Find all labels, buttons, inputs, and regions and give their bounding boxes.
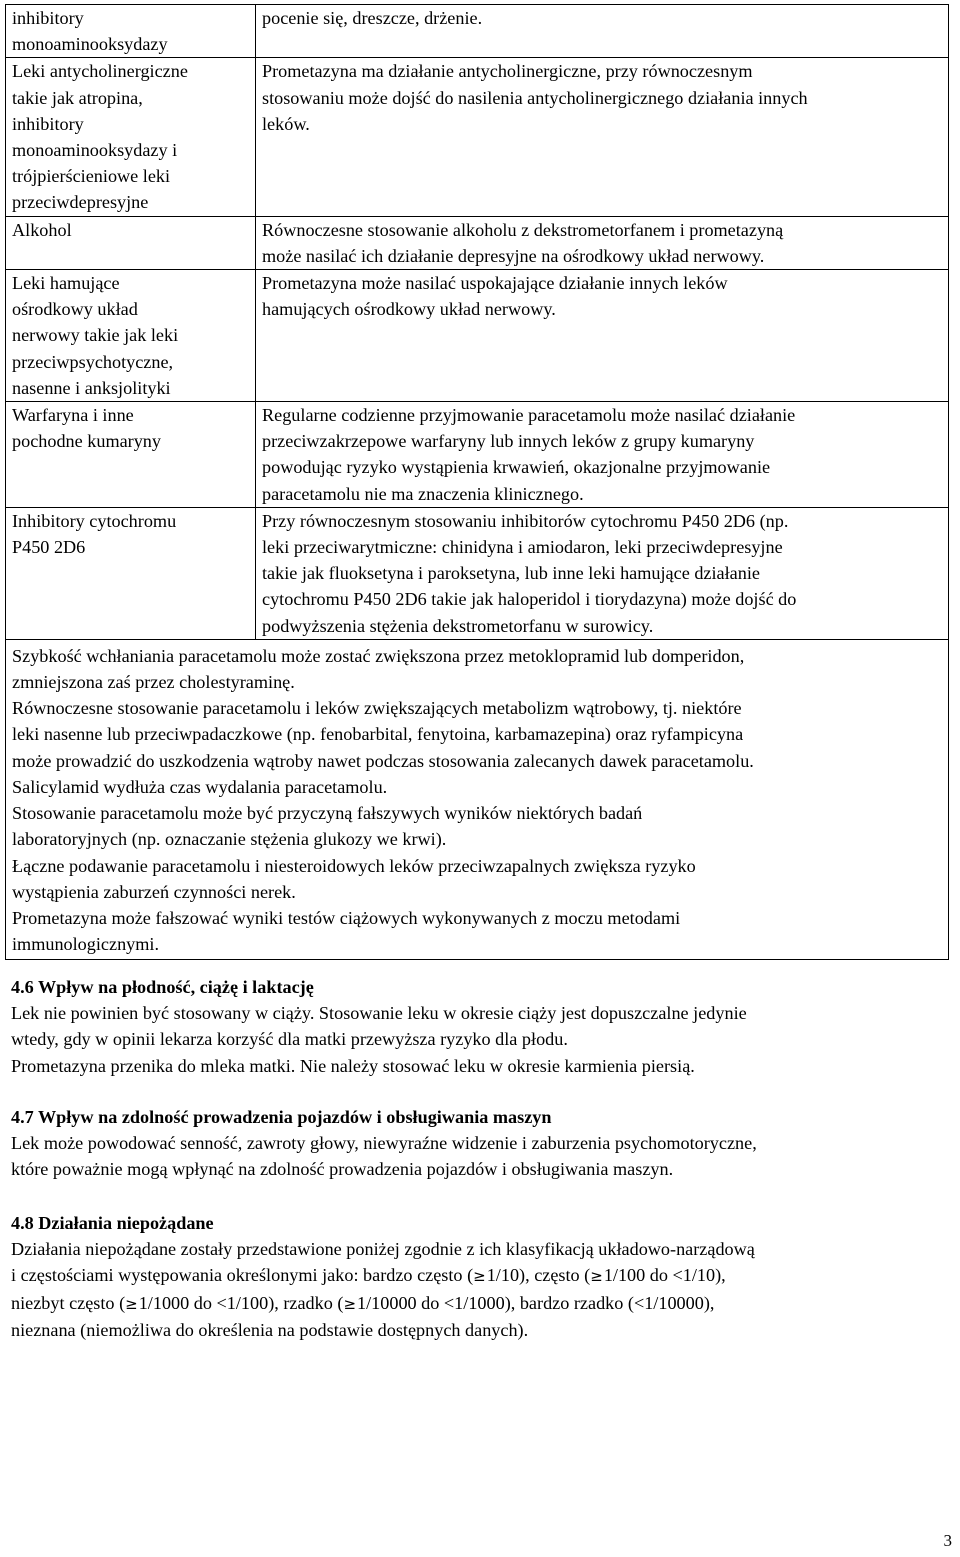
cell-line: Leki antycholinergiczne [12,61,188,82]
cell-line: monoaminooksydazy i [12,140,178,161]
cell-line: zmniejszona zaś przez cholestyraminę. [12,672,295,693]
cell-line: takie jak atropina, [12,87,143,108]
cell-line: leki przeciwarytmiczne: chinidyna i amiodaron, leki przeciwdepresyjne [262,537,783,558]
interaction-effect-cell [256,270,949,402]
greater-or-equal-symbol: ≥ [125,1294,138,1313]
cell-line: Alkohol [12,219,72,240]
greater-or-equal-symbol: ≥ [473,1267,486,1286]
spacer [262,137,942,163]
section-heading: 4.8 Działania niepożądane [11,1213,214,1233]
table-row [6,507,949,639]
interaction-drug-cell [6,58,256,216]
cell-line: Przy równoczesnym stosowaniu inhibitorów cytochromu P450 2D6 (np. [262,510,789,531]
interaction-drug-cell [6,5,256,58]
paragraph-line: Działania niepożądane zostały przedstawione poniżej zgodnie z ich klasyfikacją układowo-narządową [11,1239,755,1260]
cell-line: stosowaniu może dojść do nasilenia antycholinergicznego działania innych [262,87,808,108]
section-heading: 4.6 Wpływ na płodność, ciążę i laktację [11,977,314,997]
cell-line: Stosowanie paracetamolu może być przyczyną fałszywych wyników niektórych badań [12,803,643,824]
paragraph-line: Lek może powodować senność, zawroty głowy, niewyraźne widzenie i zaburzenia psychomotoryczne, [11,1133,757,1154]
cell-line: nasenne i anksjolityki [12,377,171,398]
cell-line: Inhibitory cytochromu [12,510,177,531]
greater-or-equal-symbol: ≥ [590,1267,603,1286]
cell-line: laboratoryjnych (np. oznaczanie stężenia glukozy we krwi). [12,829,447,850]
cell-line: takie jak fluoksetyna i paroksetyna, lub inne leki hamujące działanie [262,563,760,584]
cell-line: cytochromu P450 2D6 takie jak haloperidol i tiorydazyna) może dojść do [262,589,797,610]
interaction-effect-cell [256,58,949,216]
cell-line: Salicylamid wydłuża czas wydalania paracetamolu. [12,776,388,797]
paragraph-line: nieznana (niemożliwa do określenia na podstawie dostępnych danych). [11,1319,529,1340]
cell-line: Leki hamujące [12,273,120,294]
cell-line: wystąpienia zaburzeń czynności nerek. [12,881,296,902]
cell-line: P450 2D6 [12,537,86,558]
interaction-effect-cell [256,216,949,269]
text-run: 1/10), często ( [486,1265,591,1286]
table-row [6,58,949,216]
interaction-effect-cell [256,5,949,58]
cell-line: podwyższenia stężenia dekstrometorfanu w surowicy. [262,615,654,636]
cell-line: Równoczesne stosowanie paracetamolu i leków zwiększających metabolizm wątrobowy, tj. niektóre [12,698,742,719]
cell-line: hamujących ośrodkowy układ nerwowy. [262,299,556,320]
interaction-effect-cell [256,507,949,639]
text-run: niezbyt często ( [11,1292,126,1313]
cell-line: monoaminooksydazy [12,34,168,55]
greater-or-equal-symbol: ≥ [343,1294,357,1313]
cell-line: Warfaryna i inne [12,405,134,426]
text-run: 1/1000 do <1/100), rzadko ( [138,1292,344,1313]
page-number: 3 [943,1531,952,1550]
cell-line: paracetamolu nie ma znaczenia klinicznego. [262,483,584,504]
cell-line: leków. [262,113,310,134]
section-4-7 [11,1104,951,1183]
cell-line: może prowadzić do uszkodzenia wątroby nawet podczas stosowania zalecanych dawek paracetamolu. [12,750,754,771]
text-run: 1/10000 do <1/1000), bardzo rzadko (<1/10000), [357,1292,715,1313]
table-row [6,270,949,402]
cell-line: Szybkość wchłaniania paracetamolu może zostać zwiększona przez metoklopramid lub domperidon, [12,645,745,666]
cell-line: powodując ryzyko wystąpienia krwawień, okazjonalne przyjmowanie [262,457,771,478]
section-4-6 [11,974,951,1079]
table-row [6,216,949,269]
paragraph-line: Prometazyna przenika do mleka matki. Nie należy stosować leku w okresie karmienia piersią. [11,1055,695,1076]
spacer [262,322,942,348]
paragraph-line: wtedy, gdy w opinii lekarza korzyść dla matki przewyższa ryzyko dla płodu. [11,1029,568,1050]
table-row [6,402,949,508]
cell-line: nerwowy takie jak leki [12,325,179,346]
table-row [6,639,949,959]
cell-line: ośrodkowy układ [12,299,138,320]
cell-line: pochodne kumaryny [12,431,161,452]
cell-line: Prometazyna może fałszować wyniki testów ciążowych wykonywanych z moczu metodami [12,907,681,928]
interaction-drug-cell [6,270,256,402]
table-row [6,5,949,58]
cell-line: leki nasenne lub przeciwpadaczkowe (np. fenobarbital, fenytoina, karbamazepina) oraz ryfampicyna [12,724,744,745]
interaction-drug-cell [6,507,256,639]
interactions-table [5,4,949,960]
section-heading: 4.7 Wpływ na zdolność prowadzenia pojazdów i obsługiwania maszyn [11,1107,552,1127]
cell-line: pocenie się, dreszcze, drżenie. [262,8,483,28]
section-4-8 [11,1210,951,1343]
cell-line: przeciwdepresyjne [12,192,149,213]
cell-line: Równoczesne stosowanie alkoholu z dekstrometorfanem i prometazyną [262,219,784,240]
cell-line: może nasilać ich działanie depresyjne na ośrodkowy układ nerwowy. [262,245,765,266]
cell-line: Regularne codzienne przyjmowanie paracetamolu może nasilać działanie [262,405,796,426]
cell-line: Łączne podawanie paracetamolu i niesteroidowych leków przeciwzapalnych zwiększa ryzyko [12,855,696,876]
cell-line: immunologicznymi. [12,934,160,955]
text-run: i częstościami występowania określonymi jako: bardzo często ( [11,1265,474,1286]
cell-line: przeciwzakrzepowe warfaryny lub innych leków z grupy kumaryny [262,431,755,452]
cell-line: trójpierścieniowe leki [12,166,171,187]
cell-line: przeciwpsychotyczne, [12,351,174,372]
interaction-effect-cell [256,402,949,508]
paragraph-line: które poważnie mogą wpłynąć na zdolność prowadzenia pojazdów i obsługiwania maszyn. [11,1159,674,1180]
paragraph-line [11,1262,951,1289]
paragraph-line: Lek nie powinien być stosowany w ciąży. Stosowanie leku w okresie ciąży jest dopuszczalne jedynie [11,1003,747,1024]
paragraph-line [11,1290,951,1317]
cell-line: Prometazyna ma działanie antycholinergiczne, przy równoczesnym [262,61,753,82]
cell-line: inhibitory [12,113,84,134]
interaction-drug-cell [6,402,256,508]
cell-line: Prometazyna może nasilać uspokajające działanie innych leków [262,273,728,294]
interaction-notes-cell [6,639,949,959]
cell-line: inhibitory [12,8,84,28]
interaction-drug-cell [6,216,256,269]
text-run: 1/100 do <1/10), [603,1265,726,1286]
